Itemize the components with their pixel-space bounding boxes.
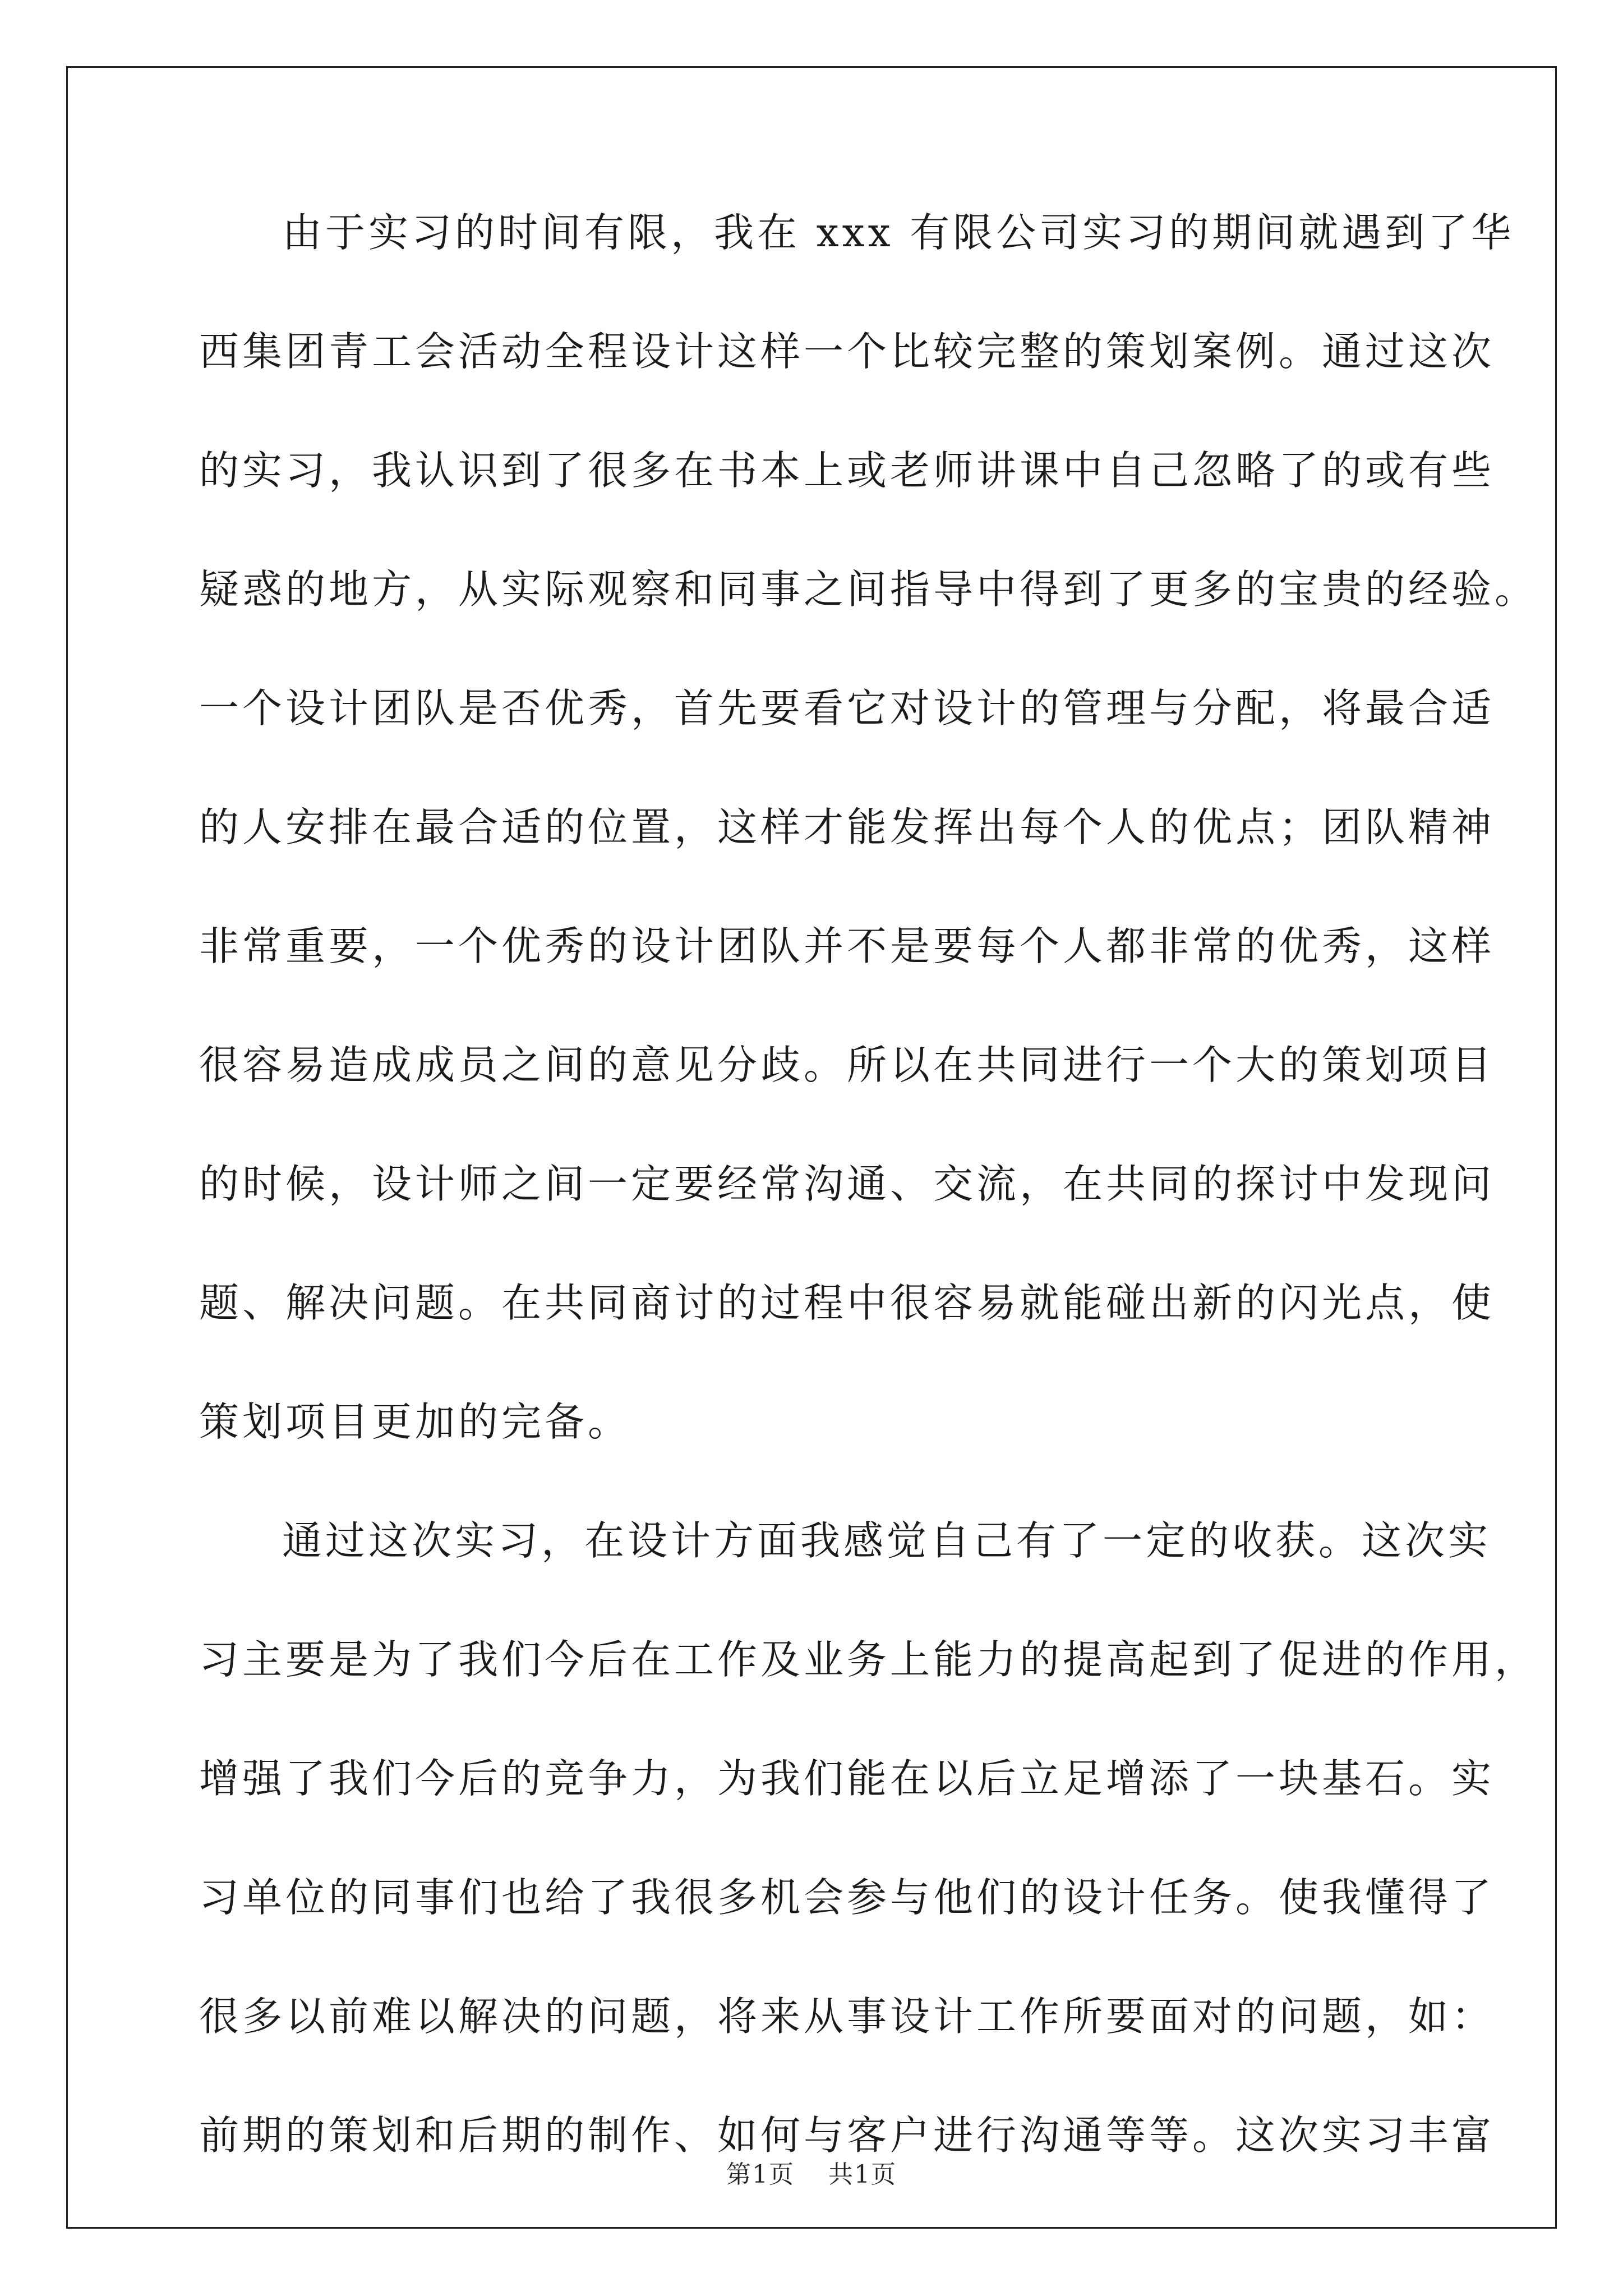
page-number-total: 共1页 <box>828 2160 897 2189</box>
paragraph-1-line-9: 的时候，设计师之间一定要经常沟通、交流，在共同的探讨中发现问 <box>199 1161 1495 1207</box>
paragraph-1-line-8: 很容易造成成员之间的意见分歧。所以在共同进行一个大的策划项目 <box>199 1042 1495 1088</box>
paragraph-1-line-5: 一个设计团队是否优秀，首先要看它对设计的管理与分配，将最合适 <box>199 685 1495 731</box>
paragraph-2-line-6: 前期的策划和后期的制作、如何与客户进行沟通等等。这次实习丰富 <box>199 2112 1495 2159</box>
paragraph-2-line-4: 习单位的同事们也给了我很多机会参与他们的设计任务。使我懂得了 <box>199 1874 1495 1921</box>
paragraph-2-line-2: 习主要是为了我们今后在工作及业务上能力的提高起到了促进的作用， <box>199 1636 1538 1683</box>
paragraph-1-line-4: 疑惑的地方，从实际观察和同事之间指导中得到了更多的宝贵的经验。 <box>199 566 1538 613</box>
paragraph-2-line-1: 通过这次实习，在设计方面我感觉自己有了一定的收获。这次实 <box>282 1517 1492 1564</box>
paragraph-1-line-1: 由于实习的时间有限，我在 xxx 有限公司实习的期间就遇到了华 <box>282 209 1515 256</box>
paragraph-1-line-2: 西集团青工会活动全程设计这样一个比较完整的策划案例。通过这次 <box>199 328 1495 375</box>
paragraph-1-line-10: 题、解决问题。在共同商讨的过程中很容易就能碰出新的闪光点，使 <box>199 1280 1495 1326</box>
paragraph-1-line-6: 的人安排在最合适的位置，这样才能发挥出每个人的优点；团队精神 <box>199 804 1495 850</box>
page-footer <box>0 2154 1623 2190</box>
paragraph-1-line-7: 非常重要，一个优秀的设计团队并不是要每个人都非常的优秀，这样 <box>199 923 1495 969</box>
paragraph-2-line-5: 很多以前难以解决的问题，将来从事设计工作所要面对的问题，如： <box>199 1993 1495 2040</box>
page-number-current: 第1页 <box>726 2160 795 2189</box>
paragraph-1-line-3: 的实习，我认识到了很多在书本上或老师讲课中自己忽略了的或有些 <box>199 447 1495 494</box>
paragraph-2-line-3: 增强了我们今后的竞争力，为我们能在以后立足增添了一块基石。实 <box>199 1755 1495 1802</box>
paragraph-1-line-11: 策划项目更加的完备。 <box>199 1398 631 1445</box>
